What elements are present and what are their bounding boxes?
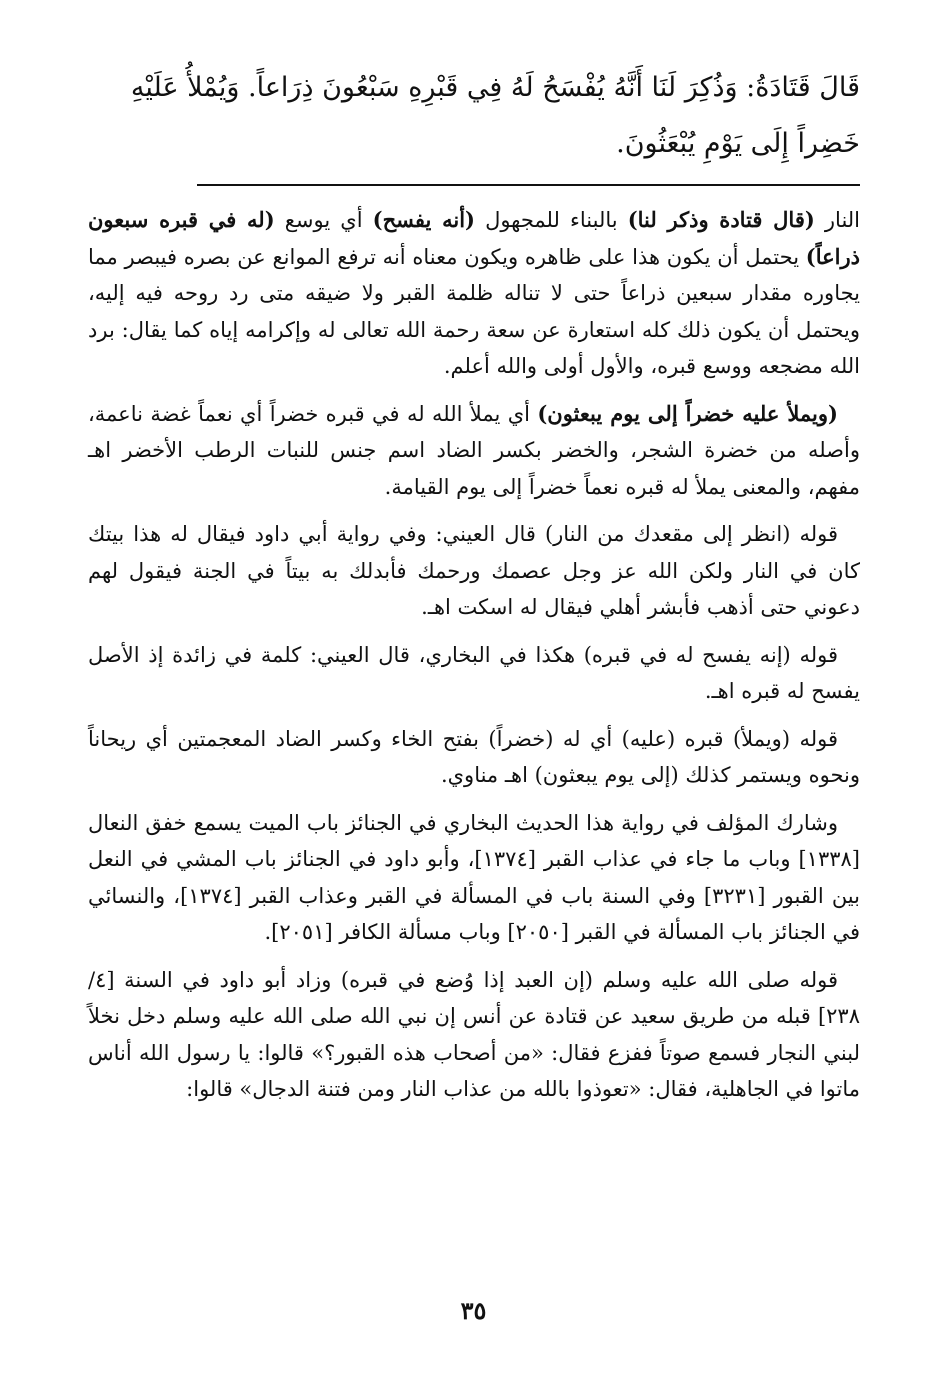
commentary — [88, 202, 860, 1108]
quoted-phrase: (ويملأ عليه خضراً إلى يوم يبعثون) — [537, 400, 838, 426]
commentary-paragraph-4: قوله (إنه يفسح له في قبره) هكذا في البخاري، قال العيني: كلمة في زائدة إذ الأصل يفسح له قبره اهـ. — [88, 642, 860, 703]
commentary-paragraph-5: قوله (ويملأ) قبره (عليه) أي له (خضراً) بفتح الخاء وكسر الضاد المعجمتين أي ريحاناً ونحوه ويستمر كذلك (إلى يوم يبعثون) اهـ مناوي. — [88, 726, 860, 787]
quoted-phrase: (أنه يفسح) — [372, 207, 475, 232]
text-segment: يحتمل أن يكون هذا على ظاهره ويكون معناه أنه ترفع الموانع عن بصره فيبصر مما يجاوره مقدار سبعين ذراعاً حتى لا تناله ظلمة القبر ولا ضيقه متى رد روحه فيه إليه، ويحتمل أن يكون ذلك كله استعارة عن سعة رحمة الله تعالى له وإكرامه إياه كما يقال: برد الله مضجعه ووسع قبره، والأول أولى والله أعلم. — [88, 244, 860, 378]
commentary-paragraph-1 — [88, 202, 860, 385]
commentary-paragraph-3: قوله (انظر إلى مقعدك من النار) قال العيني: وفي رواية أبي داود فيقال له هذا بيتك كان في النار ولكن الله عز وجل عصمك ورحمك فأبدلك به بيتاً في الجنة فيقول لهم دعوني حتى أذهب فأبشر أهلي فيقال له اسكت اهـ. — [88, 522, 860, 619]
quoted-phrase: (له في قبره سبعون ذراعاً) — [88, 207, 860, 269]
text-segment: النار — [814, 208, 861, 232]
footnote-divider — [197, 184, 860, 186]
hadith-text: قَالَ قَتَادَةُ: وَذُكِرَ لَنَا أَنَّهُ يُفْسَحُ لَهُ فِي قَبْرِهِ سَبْعُونَ ذِرَاعاً. وَيُمْلأُ عَلَيْهِ خَضِراً إِلَى يَوْمِ يُبْعَثُونَ. — [130, 72, 860, 159]
commentary-paragraph-7: قوله صلى الله عليه وسلم (إن العبد إذا وُضع في قبره) وزاد أبو داود في السنة [٤/ ٢٣٨] قبله من طريق سعيد عن قتادة عن أنس إن نبي الله صلى الله عليه وسلم دخل نخلاً لبني النجار فسمع صوتاً ففزع فقال: «من أصحاب هذه القبور؟» قالوا: يا رسول الله أناس ماتوا في الجاهلية، فقال: «تعوذوا بالله من عذاب النار ومن فتنة الدجال» قالوا: — [88, 967, 860, 1101]
commentary-paragraph-2 — [88, 396, 860, 506]
commentary-paragraph-6: وشارك المؤلف في رواية هذا الحديث البخاري في الجنائز باب الميت يسمع خفق النعال [١٣٣٨] وباب ما جاء في عذاب القبر [١٣٧٤]، وأبو داود في الجنائز باب المشي في النعل بين القبور [٣٢٣١] وفي السنة باب في المسألة في القبر وعذاب القبر [١٣٧٤]، والنسائي في الجنائز باب المسألة في القبر [٢٠٥٠] وباب مسألة الكافر [٢٠٥١]. — [88, 810, 860, 944]
text-segment: أي يملأ الله له في قبره خضراً أي نعماً غضة ناعمة، وأصله من خضرة الشجر، والخضر بكسر الضاد اسم جنس للنبات الرطب الأخضر اهـ مفهم، والمعنى يملأ له قبره نعماً خضراً إلى يوم القيامة. — [88, 401, 860, 499]
page-number: ٣٥ — [460, 1296, 487, 1325]
text-segment: بالبناء للمجهول — [474, 208, 628, 232]
page-content — [88, 60, 860, 1119]
text-segment: أي يوسع — [274, 208, 373, 232]
quoted-phrase: (قال قتادة وذكر لنا) — [627, 207, 815, 232]
